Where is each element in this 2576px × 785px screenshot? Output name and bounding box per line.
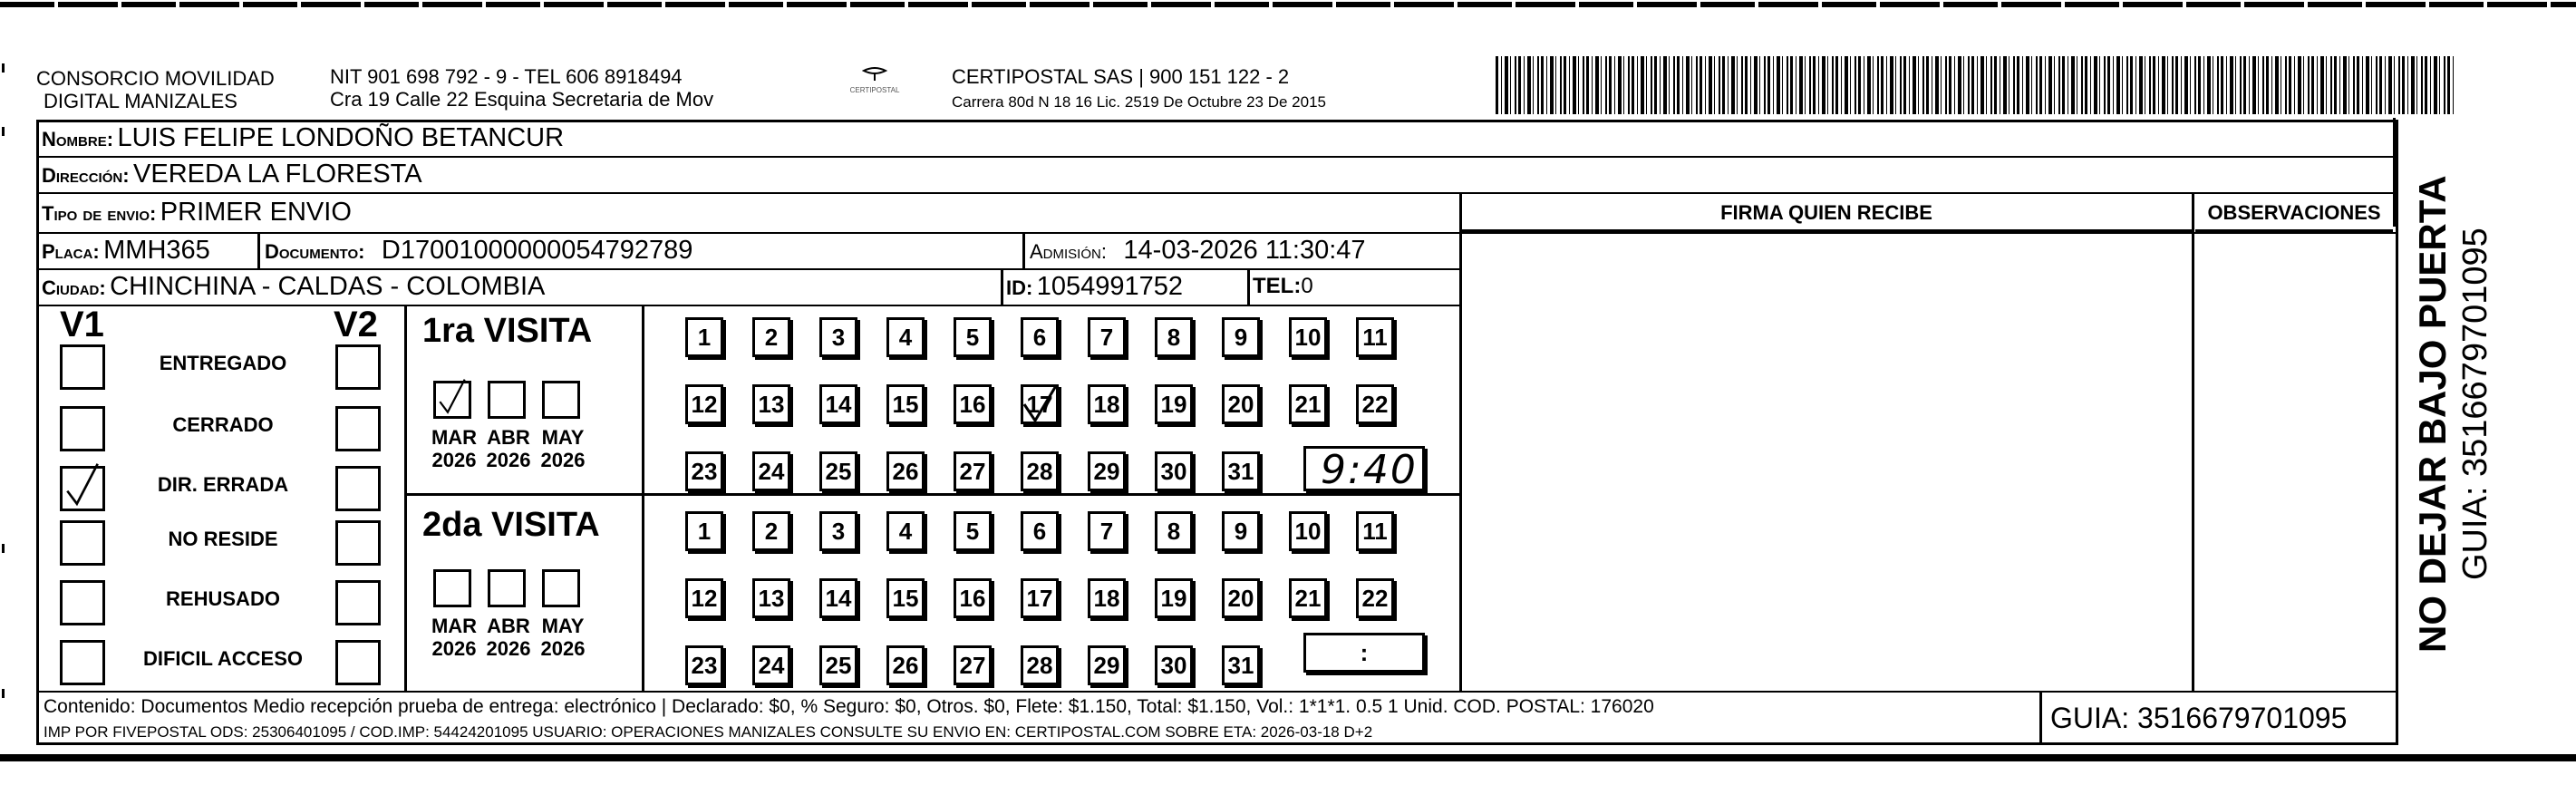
imp-text: IMP POR FIVEPOSTAL ODS: 25306401095 / COD.IMP: 54424201095 USUARIO: OPERACIONES MANIZALES CONSULTE SU ENVIO EN: CERTIPOSTAL.COM SOBRE ETA: 2026-03-18 D+2: [44, 723, 1373, 741]
v1-checkbox[interactable]: [60, 520, 105, 566]
v2-checkbox[interactable]: [335, 520, 381, 566]
observaciones-header: OBSERVACIONES: [2207, 201, 2381, 224]
month-label: [535, 615, 591, 660]
day-box-18[interactable]: 18: [1088, 578, 1126, 618]
company-contact: [330, 65, 713, 111]
visit2-time-box[interactable]: :: [1303, 633, 1425, 673]
visit-row-divider: [404, 493, 1459, 496]
firma-header: FIRMA QUIEN RECIBE: [1720, 201, 1932, 224]
day-box-3[interactable]: 3: [819, 511, 857, 551]
row-divider: [36, 192, 2398, 194]
day-box-9[interactable]: 9: [1222, 317, 1260, 357]
day-box-1[interactable]: 1: [685, 511, 723, 551]
v1-header: V1: [60, 305, 104, 344]
top-perforation-edge: [0, 2, 2576, 7]
day-box-23[interactable]: 23: [685, 645, 723, 685]
status-label: DIR. ERRADA: [157, 473, 289, 496]
documento-row: [265, 236, 692, 266]
visit1-time-box[interactable]: [1303, 446, 1425, 491]
status-label: ENTREGADO: [159, 352, 287, 374]
month-year: 2026: [540, 449, 586, 471]
admision-label: Admisión:: [1030, 240, 1107, 263]
status-label: CERRADO: [172, 413, 274, 436]
day-box-10[interactable]: 10: [1289, 511, 1327, 551]
status-label: DIFICIL ACCESO: [142, 647, 303, 670]
footer-guia: GUIA: 3516679701095: [2050, 702, 2348, 734]
day-box-22[interactable]: 22: [1356, 384, 1394, 424]
day-box-22[interactable]: 22: [1356, 578, 1394, 618]
day-box-19[interactable]: 19: [1155, 384, 1193, 424]
day-box-31[interactable]: 31: [1222, 451, 1260, 491]
bottom-perforation-edge: [0, 754, 2576, 761]
placa-divider: [257, 232, 260, 268]
visit1-time-value: 9:40: [1321, 447, 1418, 493]
logo-icon: [862, 67, 887, 82]
side-guia: GUIA: 3516679701095: [2456, 228, 2494, 580]
tel-row: [1253, 274, 1313, 299]
row-divider: [36, 232, 2398, 234]
direccion-value: VEREDA LA FLORESTA: [133, 160, 422, 189]
day-box-17[interactable]: 17: [1021, 384, 1059, 424]
day-box-17[interactable]: 17: [1021, 578, 1059, 618]
left-tick: [2, 689, 5, 698]
certipostal-info: [952, 65, 1326, 113]
day-box-28[interactable]: 28: [1021, 645, 1059, 685]
v2-checkbox[interactable]: [335, 580, 381, 625]
logo-text: CERTIPOSTAL: [849, 86, 900, 94]
firma-header-line: [1461, 229, 2192, 232]
day-box-7[interactable]: 7: [1088, 317, 1126, 357]
month-label: [426, 426, 482, 471]
day-box-18[interactable]: 18: [1088, 384, 1126, 424]
id-divider: [1001, 268, 1003, 305]
row-divider: [36, 156, 2398, 158]
v2-checkbox[interactable]: [335, 344, 381, 390]
id-row: [1006, 272, 1183, 302]
documento-value: D17001000000054792789: [381, 236, 693, 265]
visit2-title: 2da VISITA: [422, 506, 600, 544]
month-label: [426, 615, 482, 660]
nombre-row: [42, 123, 564, 153]
day-box-20[interactable]: 20: [1222, 578, 1260, 618]
day-box-24[interactable]: 24: [752, 645, 790, 685]
ciudad-value: CHINCHINA - CALDAS - COLOMBIA: [110, 272, 546, 301]
month-checkbox[interactable]: [433, 381, 471, 419]
day-box-30[interactable]: 30: [1155, 451, 1193, 491]
day-box-13[interactable]: 13: [752, 578, 790, 618]
row-divider: [36, 691, 2398, 693]
month-label: [480, 426, 537, 471]
visit-divider: [642, 305, 644, 691]
certipostal-line: CERTIPOSTAL SAS | 900 151 122 - 2: [952, 65, 1290, 88]
day-box-16[interactable]: 16: [954, 578, 992, 618]
month-checkbox[interactable]: [542, 381, 580, 419]
id-label: ID:: [1006, 276, 1033, 299]
v2-checkbox[interactable]: [335, 406, 381, 451]
month-label: [480, 615, 537, 660]
day-box-4[interactable]: 4: [886, 317, 925, 357]
day-box-5[interactable]: 5: [954, 317, 992, 357]
day-box-4[interactable]: 4: [886, 511, 925, 551]
visit1-title: 1ra VISITA: [422, 312, 593, 350]
guia-divider: [2039, 691, 2042, 745]
v1-checkbox[interactable]: [60, 406, 105, 451]
month-name: MAR: [431, 615, 478, 637]
tel-label: TEL:: [1253, 274, 1302, 298]
row-divider: [36, 305, 1461, 306]
day-box-21[interactable]: 21: [1289, 384, 1327, 424]
day-box-6[interactable]: 6: [1021, 511, 1059, 551]
admision-divider: [1022, 232, 1025, 268]
month-label: [535, 426, 591, 471]
month-checkbox[interactable]: [542, 569, 580, 607]
day-box-27[interactable]: 27: [954, 451, 992, 491]
nit-line: NIT 901 698 792 - 9 - TEL 606 8918494: [330, 65, 683, 88]
day-box-7[interactable]: 7: [1088, 511, 1126, 551]
v1-checkbox[interactable]: [60, 640, 105, 685]
day-box-15[interactable]: 15: [886, 578, 925, 618]
left-tick: [2, 63, 5, 73]
day-box-11[interactable]: 11: [1356, 511, 1394, 551]
day-box-21[interactable]: 21: [1289, 578, 1327, 618]
day-box-3[interactable]: 3: [819, 317, 857, 357]
left-tick: [2, 544, 5, 553]
v1-checkbox[interactable]: [60, 344, 105, 390]
day-box-29[interactable]: 29: [1088, 645, 1126, 685]
month-name: MAR: [431, 426, 478, 449]
month-checkbox[interactable]: [433, 569, 471, 607]
month-year: 2026: [486, 449, 531, 471]
barcode: [1496, 56, 2456, 114]
day-box-1[interactable]: 1: [685, 317, 723, 357]
day-box-5[interactable]: 5: [954, 511, 992, 551]
day-box-29[interactable]: 29: [1088, 451, 1126, 491]
day-box-2[interactable]: 2: [752, 511, 790, 551]
placa-row: [42, 236, 210, 266]
day-box-13[interactable]: 13: [752, 384, 790, 424]
status-divider: [404, 305, 407, 691]
month-name: ABR: [487, 426, 530, 449]
tel-value: 0: [1301, 274, 1313, 298]
day-box-20[interactable]: 20: [1222, 384, 1260, 424]
day-box-23[interactable]: 23: [685, 451, 723, 491]
day-box-25[interactable]: 25: [819, 645, 857, 685]
day-box-31[interactable]: 31: [1222, 645, 1260, 685]
left-tick: [2, 127, 5, 136]
day-box-19[interactable]: 19: [1155, 578, 1193, 618]
certipostal-logo: [834, 67, 915, 94]
tel-divider: [1247, 268, 1250, 305]
address-line: Cra 19 Calle 22 Esquina Secretaria de Mov: [330, 88, 714, 111]
day-box-26[interactable]: 26: [886, 451, 925, 491]
v1-checkbox[interactable]: [60, 466, 105, 511]
v2-checkbox[interactable]: [335, 466, 381, 511]
tipo-row: [42, 198, 352, 228]
placa-label: Placa:: [42, 240, 100, 263]
month-year: 2026: [540, 637, 586, 660]
day-box-12[interactable]: 12: [685, 384, 723, 424]
ciudad-label: Ciudad:: [42, 276, 106, 299]
month-name: MAY: [541, 615, 585, 637]
v1-checkbox[interactable]: [60, 580, 105, 625]
month-checkbox[interactable]: [488, 569, 526, 607]
nombre-value: LUIS FELIPE LONDOÑO BETANCUR: [117, 123, 565, 152]
ciudad-row: [42, 272, 545, 302]
day-box-8[interactable]: 8: [1155, 511, 1193, 551]
month-name: ABR: [487, 615, 530, 637]
placa-value: MMH365: [103, 236, 210, 265]
side-warning: NO DEJAR BAJO PUERTA: [2411, 175, 2454, 653]
company-line1: CONSORCIO MOVILIDAD: [36, 67, 275, 90]
tipo-label: Tipo de envio:: [42, 202, 157, 225]
month-checkbox[interactable]: [488, 381, 526, 419]
certipostal-address: Carrera 80d N 18 16 Lic. 2519 De Octubre 23 De 2015: [952, 93, 1326, 111]
day-box-26[interactable]: 26: [886, 645, 925, 685]
firma-divider: [1459, 192, 1462, 691]
month-year: 2026: [431, 449, 477, 471]
day-box-15[interactable]: 15: [886, 384, 925, 424]
id-value: 1054991752: [1036, 272, 1184, 301]
month-year: 2026: [486, 637, 531, 660]
obs-divider: [2192, 192, 2194, 691]
day-box-28[interactable]: 28: [1021, 451, 1059, 491]
day-check-mark: [1021, 384, 1059, 424]
month-name: MAY: [541, 426, 585, 449]
right-divider: [2393, 118, 2396, 227]
status-label: NO RESIDE: [168, 528, 278, 550]
obs-header-line: [2195, 229, 2393, 232]
day-box-8[interactable]: 8: [1155, 317, 1193, 357]
day-box-14[interactable]: 14: [819, 578, 857, 618]
contenido-text: Contenido: Documentos Medio recepción prueba de entrega: electrónico | Declarado: $0, % Seguro: $0, Otros. $0, Flete: $1.150, Total: $1.150, Vol.: 1*1*1. 0.5 1 Unid. COD. POSTAL: 176020: [44, 696, 1654, 717]
day-box-2[interactable]: 2: [752, 317, 790, 357]
day-box-27[interactable]: 27: [954, 645, 992, 685]
month-year: 2026: [431, 637, 477, 660]
day-box-6[interactable]: 6: [1021, 317, 1059, 357]
v2-checkbox[interactable]: [335, 640, 381, 685]
tipo-value: PRIMER ENVIO: [160, 198, 352, 227]
nombre-label: Nombre:: [42, 128, 114, 150]
day-box-30[interactable]: 30: [1155, 645, 1193, 685]
day-box-16[interactable]: 16: [954, 384, 992, 424]
direccion-label: Dirección:: [42, 164, 130, 187]
day-box-10[interactable]: 10: [1289, 317, 1327, 357]
v2-header: V2: [334, 305, 378, 344]
status-label: REHUSADO: [166, 587, 280, 610]
direccion-row: [42, 160, 422, 189]
company-line2: DIGITAL MANIZALES: [44, 90, 237, 112]
documento-label: Documento:: [265, 240, 365, 263]
company-name: [36, 67, 275, 112]
day-box-12[interactable]: 12: [685, 578, 723, 618]
day-box-9[interactable]: 9: [1222, 511, 1260, 551]
admision-row: [1030, 236, 1366, 266]
day-box-25[interactable]: 25: [819, 451, 857, 491]
admision-value: 14-03-2026 11:30:47: [1123, 236, 1366, 265]
day-box-11[interactable]: 11: [1356, 317, 1394, 357]
day-box-14[interactable]: 14: [819, 384, 857, 424]
day-box-24[interactable]: 24: [752, 451, 790, 491]
